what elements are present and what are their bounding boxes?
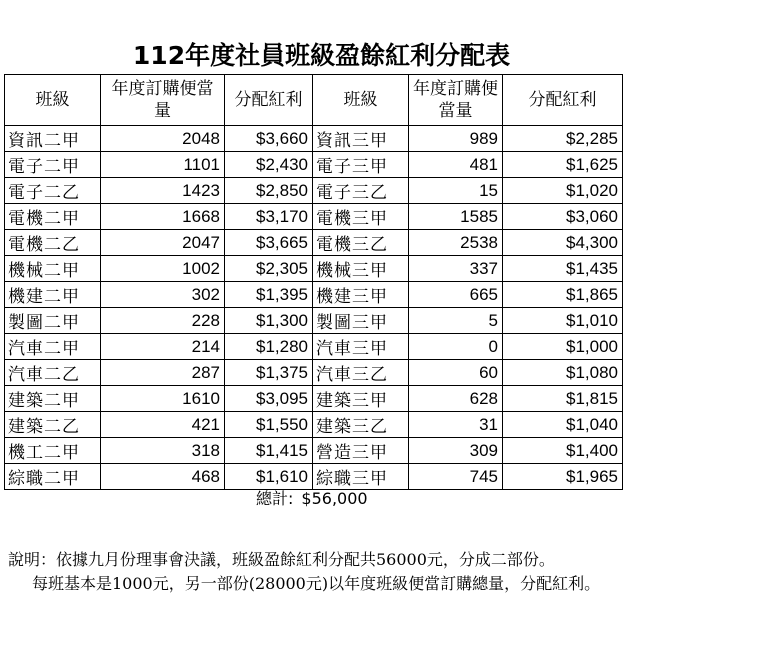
table-row <box>5 360 623 386</box>
bonus-cell: $1,040 <box>503 412 623 438</box>
bonus-cell: $2,850 <box>225 178 313 204</box>
class-cell: 建築三乙 <box>313 412 409 438</box>
bonus-cell: $1,080 <box>503 360 623 386</box>
explanation-note <box>8 548 600 596</box>
table-row <box>5 126 623 152</box>
bonus-cell: $1,965 <box>503 464 623 490</box>
bonus-cell: $1,550 <box>225 412 313 438</box>
class-cell: 電機二甲 <box>5 204 101 230</box>
bonus-cell: $1,400 <box>503 438 623 464</box>
class-cell: 資訊二甲 <box>5 126 101 152</box>
bonus-cell: $1,415 <box>225 438 313 464</box>
bonus-cell: $3,660 <box>225 126 313 152</box>
class-cell: 電子三乙 <box>313 178 409 204</box>
quantity-cell: 228 <box>101 308 225 334</box>
header-quantity-1: 年度訂購便當量 <box>101 75 225 126</box>
bonus-cell: $3,665 <box>225 230 313 256</box>
class-cell: 機建三甲 <box>313 282 409 308</box>
class-cell: 營造三甲 <box>313 438 409 464</box>
bonus-cell: $1,395 <box>225 282 313 308</box>
header-bonus-2: 分配紅利 <box>503 75 623 126</box>
quantity-cell: 745 <box>409 464 503 490</box>
class-cell: 機工二甲 <box>5 438 101 464</box>
class-cell: 資訊三甲 <box>313 126 409 152</box>
bonus-cell: $1,375 <box>225 360 313 386</box>
bonus-cell: $4,300 <box>503 230 623 256</box>
quantity-cell: 1002 <box>101 256 225 282</box>
quantity-cell: 1423 <box>101 178 225 204</box>
quantity-cell: 60 <box>409 360 503 386</box>
bonus-table <box>4 74 623 490</box>
table-row <box>5 178 623 204</box>
note-line-1: 說明：依據九月份理事會決議，班級盈餘紅利分配共56000元，分成二部份。 <box>8 550 555 569</box>
quantity-cell: 1668 <box>101 204 225 230</box>
quantity-cell: 318 <box>101 438 225 464</box>
quantity-cell: 15 <box>409 178 503 204</box>
class-cell: 製圖二甲 <box>5 308 101 334</box>
bonus-cell: $2,430 <box>225 152 313 178</box>
class-cell: 建築二甲 <box>5 386 101 412</box>
class-cell: 建築二乙 <box>5 412 101 438</box>
bonus-cell: $1,435 <box>503 256 623 282</box>
quantity-cell: 214 <box>101 334 225 360</box>
quantity-cell: 5 <box>409 308 503 334</box>
class-cell: 電子二乙 <box>5 178 101 204</box>
quantity-cell: 2538 <box>409 230 503 256</box>
quantity-cell: 468 <box>101 464 225 490</box>
class-cell: 機械三甲 <box>313 256 409 282</box>
page-title: 112年度社員班級盈餘紅利分配表 <box>132 41 511 70</box>
header-bonus-1: 分配紅利 <box>225 75 313 126</box>
quantity-cell: 2047 <box>101 230 225 256</box>
table-row <box>5 386 623 412</box>
quantity-cell: 628 <box>409 386 503 412</box>
quantity-cell: 665 <box>409 282 503 308</box>
bonus-cell: $2,305 <box>225 256 313 282</box>
bonus-cell: $1,815 <box>503 386 623 412</box>
bonus-cell: $3,095 <box>225 386 313 412</box>
table-row <box>5 334 623 360</box>
table-row <box>5 282 623 308</box>
quantity-cell: 1610 <box>101 386 225 412</box>
header-class-1: 班級 <box>5 75 101 126</box>
header-class-2: 班級 <box>313 75 409 126</box>
class-cell: 電機二乙 <box>5 230 101 256</box>
header-quantity-2: 年度訂購便當量 <box>409 75 503 126</box>
class-cell: 汽車二甲 <box>5 334 101 360</box>
total-row <box>256 486 368 509</box>
quantity-cell: 31 <box>409 412 503 438</box>
class-cell: 電子二甲 <box>5 152 101 178</box>
quantity-cell: 287 <box>101 360 225 386</box>
total-label: 總計: <box>256 489 294 508</box>
quantity-cell: 0 <box>409 334 503 360</box>
quantity-cell: 481 <box>409 152 503 178</box>
class-cell: 電機三甲 <box>313 204 409 230</box>
total-value: $56,000 <box>301 489 368 508</box>
class-cell: 機建二甲 <box>5 282 101 308</box>
bonus-cell: $2,285 <box>503 126 623 152</box>
bonus-cell: $1,865 <box>503 282 623 308</box>
class-cell: 汽車三乙 <box>313 360 409 386</box>
quantity-cell: 2048 <box>101 126 225 152</box>
bonus-cell: $1,020 <box>503 178 623 204</box>
table-row <box>5 308 623 334</box>
class-cell: 電子三甲 <box>313 152 409 178</box>
table-row <box>5 256 623 282</box>
bonus-cell: $1,280 <box>225 334 313 360</box>
note-line-2: 每班基本是1000元，另一部份(28000元)以年度班級便當訂購總量，分配紅利。 <box>32 574 601 593</box>
bonus-cell: $1,010 <box>503 308 623 334</box>
class-cell: 製圖三甲 <box>313 308 409 334</box>
class-cell: 電機三乙 <box>313 230 409 256</box>
class-cell: 汽車三甲 <box>313 334 409 360</box>
bonus-cell: $3,060 <box>503 204 623 230</box>
table-row <box>5 412 623 438</box>
table-row <box>5 230 623 256</box>
class-cell: 綜職二甲 <box>5 464 101 490</box>
class-cell: 機械二甲 <box>5 256 101 282</box>
quantity-cell: 989 <box>409 126 503 152</box>
quantity-cell: 1101 <box>101 152 225 178</box>
table-row <box>5 152 623 178</box>
class-cell: 建築三甲 <box>313 386 409 412</box>
table-row <box>5 204 623 230</box>
table-header-row <box>5 75 623 126</box>
bonus-cell: $1,300 <box>225 308 313 334</box>
quantity-cell: 1585 <box>409 204 503 230</box>
class-cell: 綜職三甲 <box>313 464 409 490</box>
bonus-cell: $1,000 <box>503 334 623 360</box>
bonus-cell: $1,610 <box>225 464 313 490</box>
bonus-cell: $1,625 <box>503 152 623 178</box>
quantity-cell: 421 <box>101 412 225 438</box>
quantity-cell: 337 <box>409 256 503 282</box>
quantity-cell: 309 <box>409 438 503 464</box>
table-row <box>5 438 623 464</box>
class-cell: 汽車二乙 <box>5 360 101 386</box>
bonus-cell: $3,170 <box>225 204 313 230</box>
quantity-cell: 302 <box>101 282 225 308</box>
